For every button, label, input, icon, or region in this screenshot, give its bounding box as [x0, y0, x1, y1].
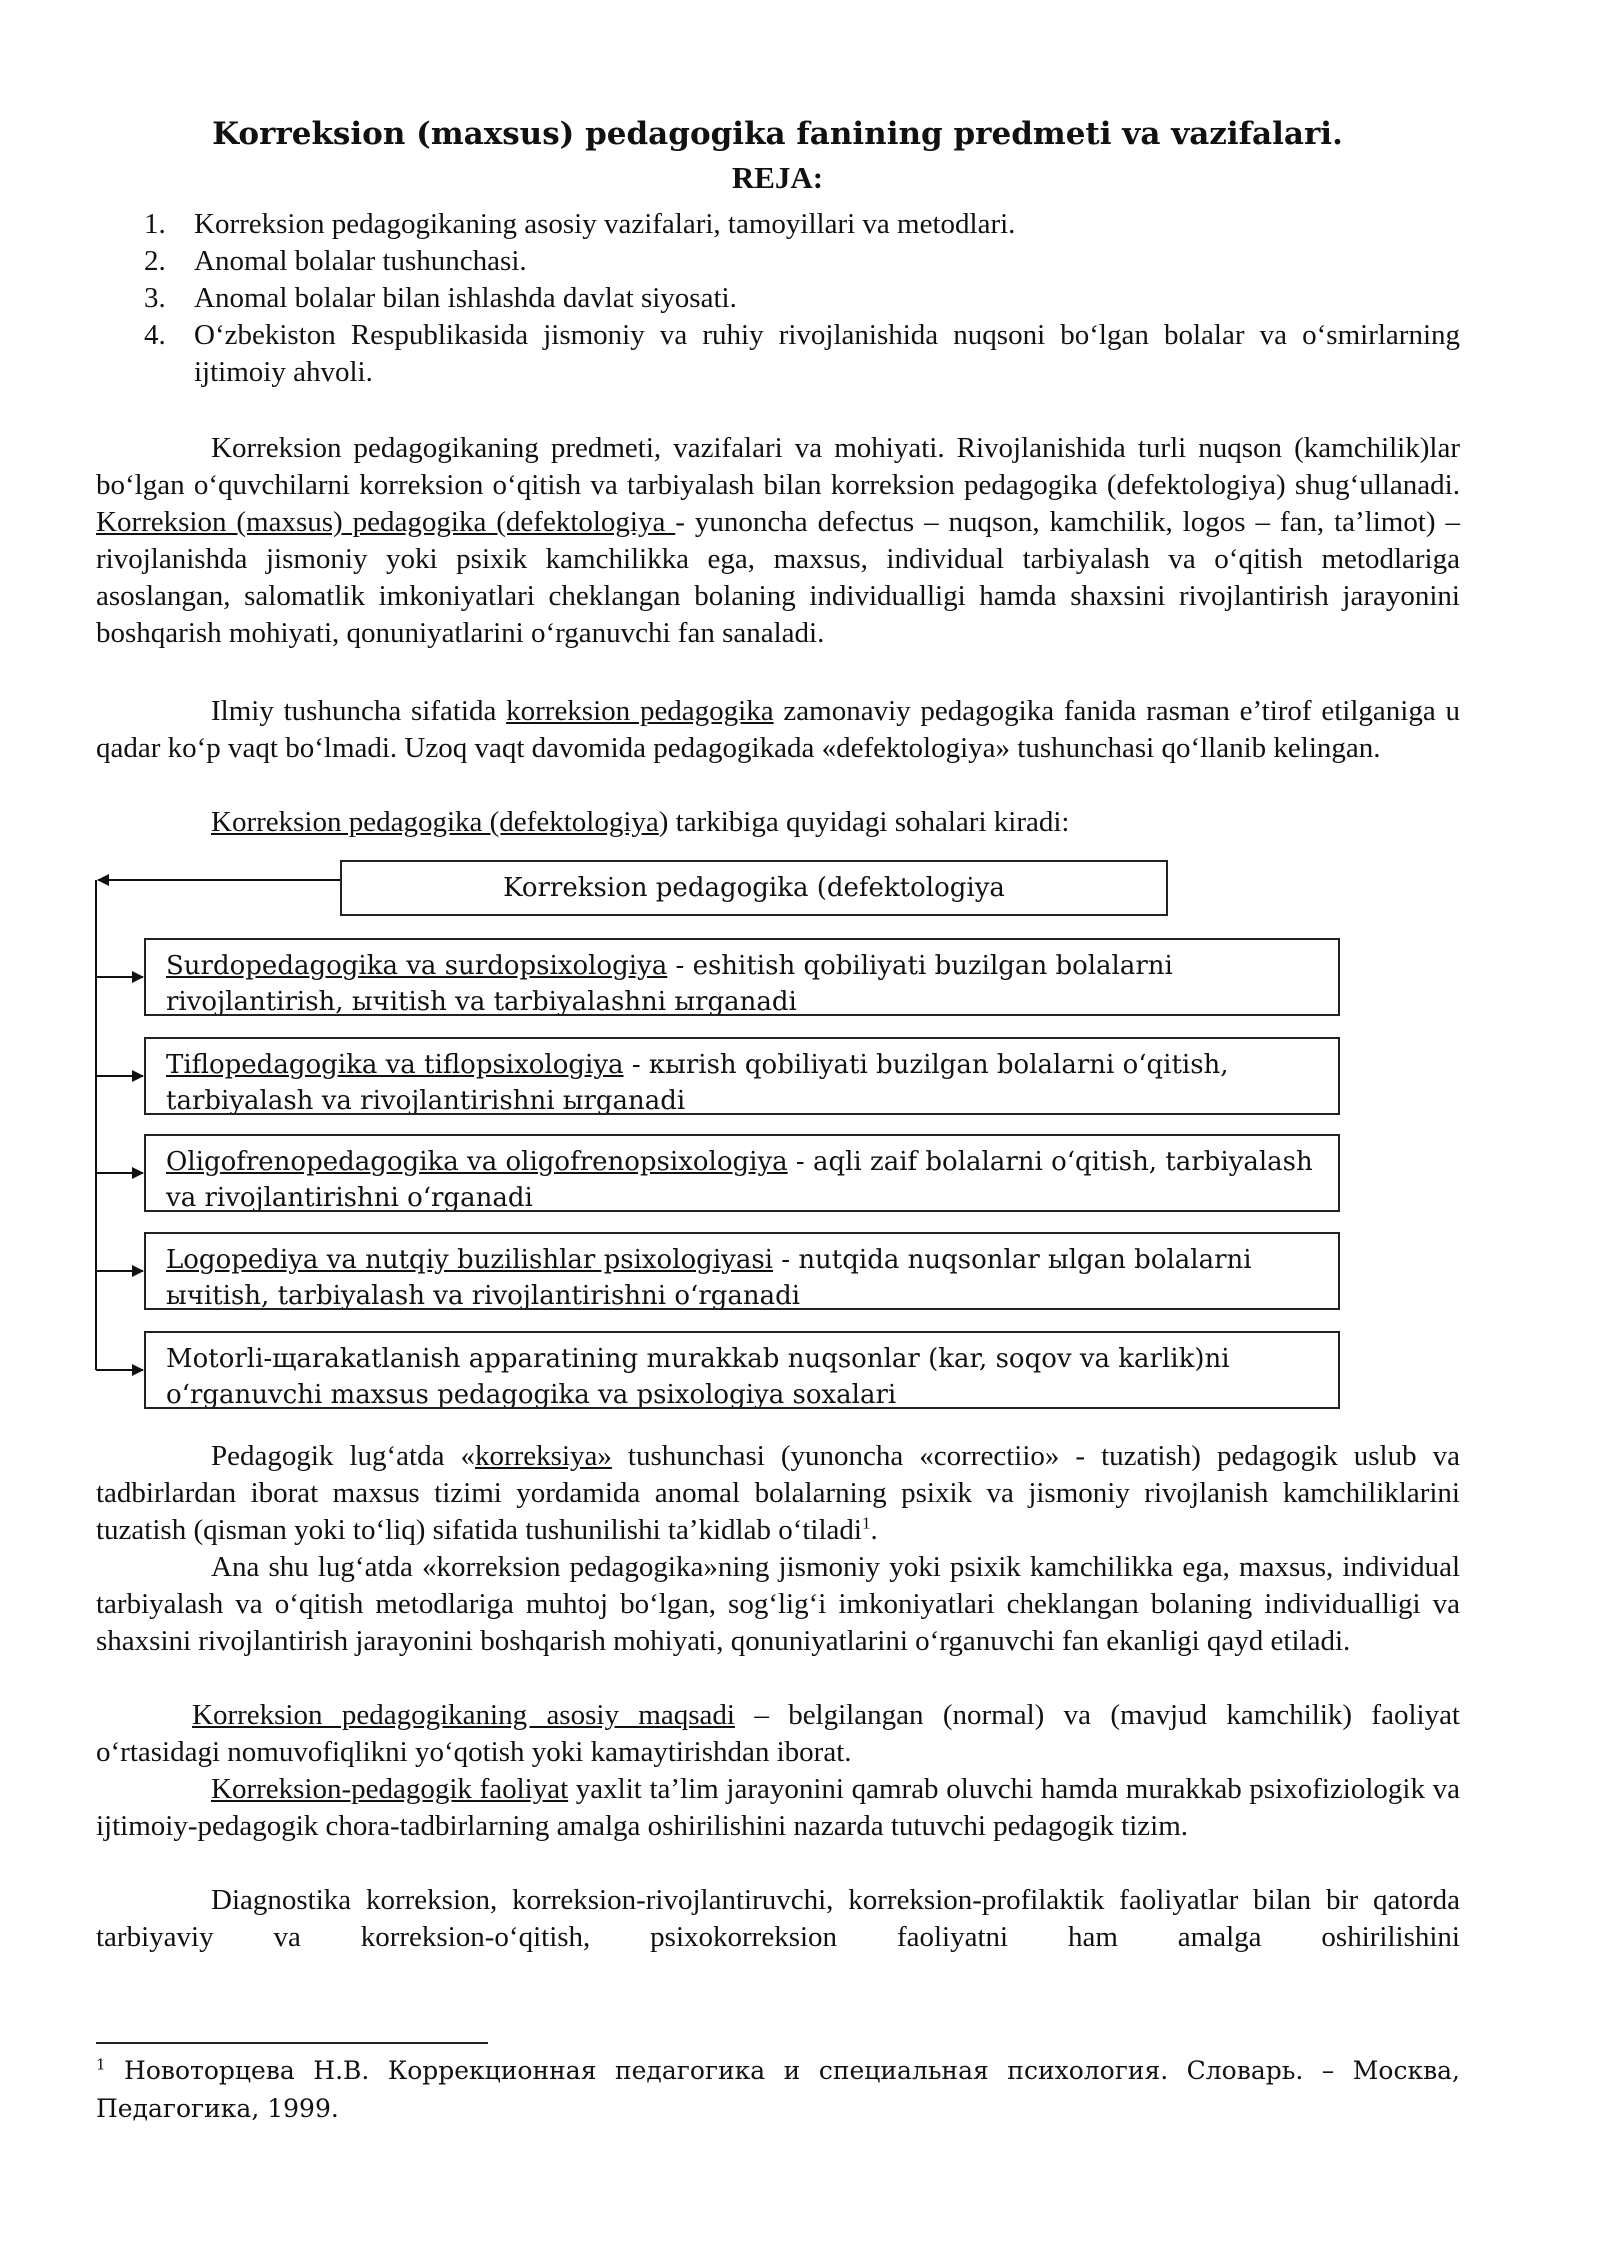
underlined-term: korreksion pedagogika: [506, 695, 774, 727]
paragraph: Korreksion pedagogikaning asosiy maqsadi – belgilangan (normal) va (mavjud kamchilik) faoliyat o‘rtasidagi nomuvofiqlikni yo‘qotish yoki kamaytirishdan iborat.: [96, 1699, 1460, 1768]
paragraph: Diagnostika korreksion, korreksion-rivojlantiruvchi, korreksion-profilaktik faoliyatlar bilan bir qatorda tarbiyaviy va korreksion-o‘qitish, psixokorreksion faoliyatni ham amalga oshirilishini: [96, 1884, 1460, 1953]
diagram-root-box: Korreksion pedagogika (defektologiya: [340, 860, 1168, 916]
paragraph: Pedagogik lug‘atda «korreksiya» tushunchasi (yunoncha «correctiio» - tuzatish) pedagogik uslub va tadbirlardan iborat maxsus tizimi yordamida anomal bolalarning psixik va jismoniy rivojlanish kamchiliklarini tuzatish (qisman yoki to‘liq) sifatida tushunilishi ta’kidlab o‘tiladi$^1$.: [96, 1440, 1460, 1546]
box-term: Logopediya va nutqiy buzilishlar psixologiyasi: [166, 1245, 773, 1275]
box-term: Oligofrenopedagogika va oligofrenopsixologiya: [166, 1147, 788, 1177]
paragraph: Korreksion-pedagogik faoliyat yaxlit ta’lim jarayonini qamrab oluvchi hamda murakkab psixofiziologik va ijtimoiy-pedagogik chora-tadbirlarning amalga oshirilishini nazarda tutuvchi pedagogik tizim.: [96, 1773, 1460, 1842]
underlined-term: Korreksion pedagogika (defektologiya: [211, 806, 659, 838]
underlined-term: Korreksion (maxsus) pedagogika (defektologiya: [96, 506, 676, 538]
list-number: 2.: [144, 245, 166, 277]
paragraph: Ilmiy tushuncha sifatida korreksion pedagogika zamonaviy pedagogika fanida rasman e’tirof etilganiga u qadar ko‘p vaqt bo‘lmadi. Uzoq vaqt davomida pedagogikada «defektologiya» tushunchasi qo‘llanib kelingan.: [96, 695, 1460, 764]
diagram-box: Oligofrenopedagogika va oligofrenopsixologiya - aqli zaif bolalarni o‘qitish, tarbiyalash va rivojlantirishni o‘rganadi: [144, 1134, 1340, 1212]
list-number: 4.: [144, 319, 166, 351]
paragraph: Korreksion pedagogika (defektologiya) tarkibiga quyidagi sohalari kiradi:: [211, 806, 1070, 838]
box-term: Surdopedagogika va surdopsixologiya: [166, 951, 668, 981]
list-number: 3.: [144, 282, 166, 314]
list-text: Korreksion pedagogikaning asosiy vazifalari, tamoyillari va metodlari.: [194, 208, 1016, 240]
footnote-ref[interactable]: 1: [861, 1513, 871, 1533]
diagram-box: Surdopedagogika va surdopsixologiya - eshitish qobiliyati buzilgan bolalarni rivojlantirish, ычitish va tarbiyalashni ыrganadi: [144, 938, 1340, 1016]
diagram-box: Motorli-щarakatlanish apparatining murakkab nuqsonlar (kar, soqov va karlik)ni o‘rganuvchi maxsus pedagogika va psixologiya soxalari: [144, 1331, 1340, 1409]
list-text: O‘zbekiston Respublikasida jismoniy va ruhiy rivojlanishida nuqsoni bo‘lgan bolalar va o‘smirlarning ijtimoiy ahvoli.: [194, 319, 1460, 388]
page-title: Korreksion (maxsus) pedagogika fanining predmeti va vazifalari.: [212, 116, 1343, 152]
plan-heading: REJA:: [731, 160, 824, 195]
footnote: $^1$ Новоторцева Н.В. Коррекционная педагогика и специальная психология. Словарь. – Москва, Педагогика, 1999.: [96, 2055, 1460, 2123]
list-text: Anomal bolalar tushunchasi.: [194, 245, 527, 277]
box-term: Tiflopedagogika va tiflopsixologiya: [166, 1050, 624, 1080]
underlined-term: korreksiya»: [474, 1440, 612, 1472]
list-number: 1.: [144, 208, 166, 240]
underlined-term: Korreksion-pedagogik faoliyat: [211, 1773, 569, 1805]
footnote-separator: [96, 2042, 488, 2044]
list-text: Anomal bolalar bilan ishlashda davlat siyosati.: [194, 282, 737, 314]
paragraph: Ana shu lug‘atda «korreksion pedagogika»ning jismoniy yoki psixik kamchilikka ega, maxsus, individual tarbiyalash va o‘qitish metodlariga muhtoj bo‘lgan, sog‘lig‘i imkoniyatlari cheklangan bolaning individualligi va shaxsini rivojlantirish jarayonini boshqarish mohiyati, qonuniyatlarini o‘rganuvchi fan ekanligi qayd etiladi.: [96, 1551, 1460, 1657]
paragraph: Korreksion pedagogikaning predmeti, vazifalari va mohiyati. Rivojlanishida turli nuqson (kamchilik)lar bo‘lgan o‘quvchilarni korreksion o‘qitish va tarbiyalash bilan korreksion pedagogika (defektologiya) shug‘ullanadi. Korreksion (maxsus) pedagogika (defektologiya - yunoncha defectus – nuqson, kamchilik, logos – fan, ta’limot) – rivojlanishda jismoniy yoki psixik kamchilikka ega, maxsus, individual tarbiyalash va o‘qitish metodlariga asoslangan, salomatlik imkoniyatlari cheklangan bolaning individualligi hamda shaxsini rivojlantirish jarayonini boshqarish mohiyati, qonuniyatlarini o‘rganuvchi fan sanaladi.: [96, 432, 1460, 649]
footnote-number: 1: [96, 2055, 106, 2074]
diagram-box: Logopediya va nutqiy buzilishlar psixologiyasi - nutqida nuqsonlar ыlgan bolalarni ычitish, tarbiyalash va rivojlantirishni o‘rganadi: [144, 1232, 1340, 1310]
diagram-box: Tiflopedagogika va tiflopsixologiya - кыrish qobiliyati buzilgan bolalarni o‘qitish, tarbiyalash va rivojlantirishni ыrganadi: [144, 1037, 1340, 1115]
underlined-term: Korreksion pedagogikaning asosiy maqsadi: [192, 1699, 735, 1731]
